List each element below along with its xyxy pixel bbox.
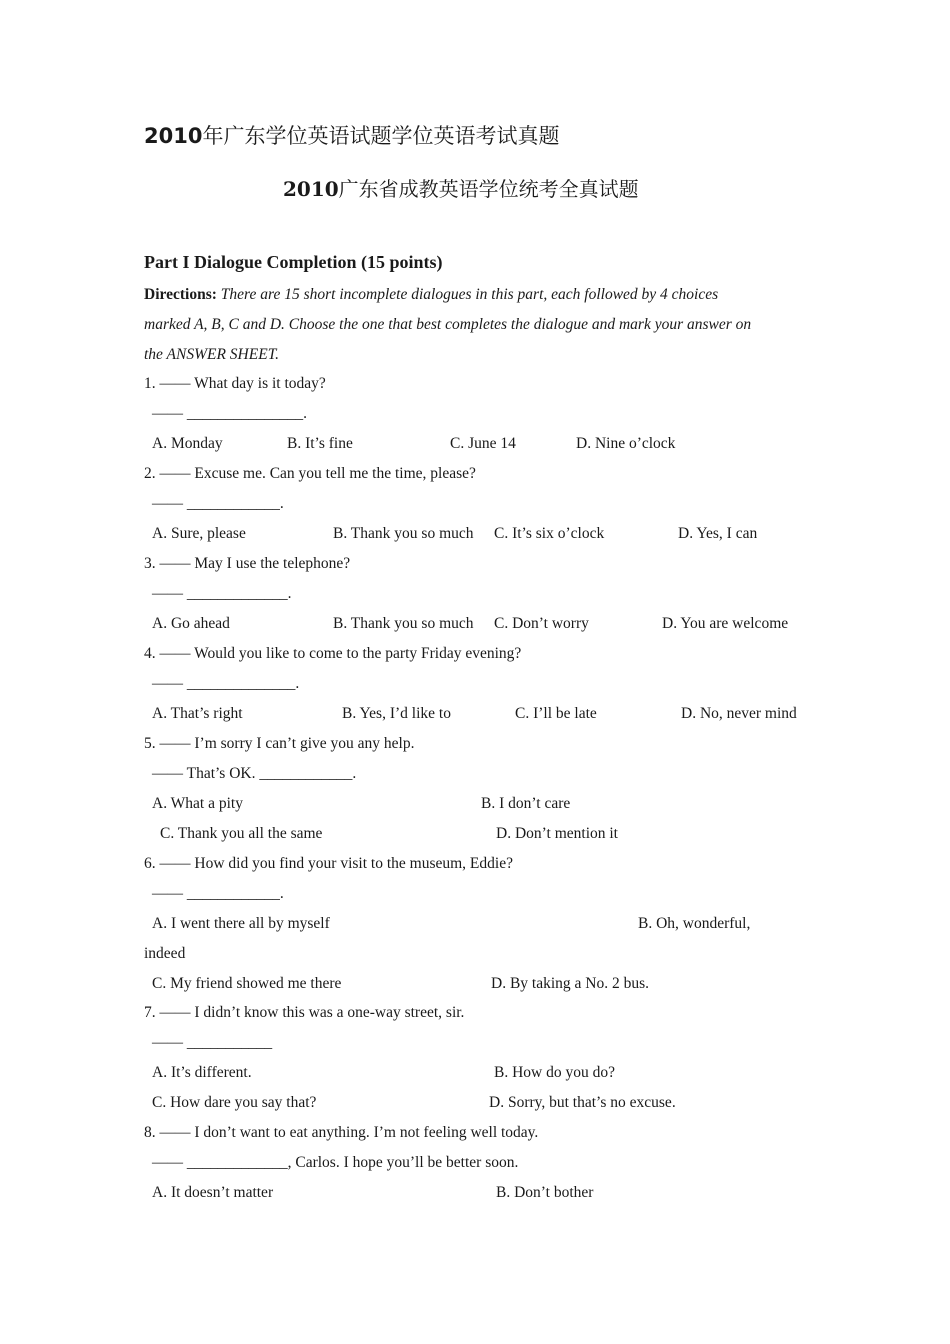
response-4: —— ______________.: [152, 675, 300, 692]
response-3: —— _____________.: [152, 585, 292, 602]
q3-option-d: D. You are welcome: [662, 615, 789, 632]
question-3: 3. —— May I use the telephone?: [144, 555, 351, 572]
q4-option-a: A. That’s right: [152, 705, 243, 722]
directions-line-2: marked A, B, C and D. Choose the one that best completes the dialogue and mark your answer on: [144, 316, 752, 333]
q8-option-b: B. Don’t bother: [496, 1184, 594, 1201]
q5-option-b: B. I don’t care: [481, 795, 571, 812]
q4-option-b: B. Yes, I’d like to: [342, 705, 451, 722]
question-2: 2. —— Excuse me. Can you tell me the time, please?: [144, 465, 476, 482]
q2-option-b: B. Thank you so much: [333, 525, 474, 542]
directions-line-3: the ANSWER SHEET.: [144, 346, 280, 363]
response-1: —— _______________.: [152, 405, 307, 422]
question-7: 7. —— I didn’t know this was a one-way street, sir.: [144, 1004, 465, 1021]
title-text: 年广东学位英语试题学位英语考试真题: [202, 124, 560, 148]
q4-option-d: D. No, never mind: [681, 705, 797, 722]
q2-option-d: D. Yes, I can: [678, 525, 758, 542]
part-heading: Part I Dialogue Completion (15 points): [144, 252, 443, 272]
q3-option-a: A. Go ahead: [152, 615, 230, 632]
q1-option-a: A. Monday: [152, 435, 223, 452]
q6-option-a: A. I went there all by myself: [152, 915, 330, 932]
title-year: 2010: [144, 124, 203, 148]
q1-option-c: C. June 14: [450, 435, 516, 452]
response-5: —— That’s OK. ____________.: [152, 765, 357, 782]
q1-option-b: B. It’s fine: [287, 435, 353, 452]
q7-option-c: C. How dare you say that?: [152, 1094, 317, 1111]
question-5: 5. —— I’m sorry I can’t give you any help.: [144, 735, 415, 752]
subtitle-text: 广东省成教英语学位统考全真试题: [338, 177, 639, 201]
response-6: —— ____________.: [152, 885, 284, 902]
q6-option-b-continued: indeed: [144, 945, 186, 962]
directions-label: Directions:: [144, 286, 217, 303]
q6-option-d: D. By taking a No. 2 bus.: [491, 975, 650, 992]
q2-option-a: A. Sure, please: [152, 525, 246, 542]
question-6: 6. —— How did you find your visit to the museum, Eddie?: [144, 855, 513, 872]
question-4: 4. —— Would you like to come to the party Friday evening?: [144, 645, 522, 662]
q3-option-c: C. Don’t worry: [494, 615, 589, 632]
q5-option-a: A. What a pity: [152, 795, 243, 812]
document-title: [144, 120, 559, 150]
q6-option-b: B. Oh, wonderful,: [638, 915, 751, 932]
subtitle-year: 2010: [283, 177, 339, 201]
q5-option-d: D. Don’t mention it: [496, 825, 618, 842]
q7-option-d: D. Sorry, but that’s no excuse.: [489, 1094, 676, 1111]
q7-option-a: A. It’s different.: [152, 1064, 252, 1081]
question-1: 1. —— What day is it today?: [144, 375, 326, 392]
q4-option-c: C. I’ll be late: [515, 705, 597, 722]
q5-option-c: C. Thank you all the same: [160, 825, 323, 842]
q1-option-d: D. Nine o’clock: [576, 435, 676, 452]
document-subtitle: [283, 173, 639, 202]
q3-option-b: B. Thank you so much: [333, 615, 474, 632]
q7-option-b: B. How do you do?: [494, 1064, 615, 1081]
q6-option-c: C. My friend showed me there: [152, 975, 342, 992]
response-2: —— ____________.: [152, 495, 284, 512]
directions-line-1: [144, 286, 718, 304]
q8-option-a: A. It doesn’t matter: [152, 1184, 274, 1201]
response-8: —— _____________, Carlos. I hope you’ll be better soon.: [152, 1154, 519, 1171]
q2-option-c: C. It’s six o’clock: [494, 525, 605, 542]
question-8: 8. —— I don’t want to eat anything. I’m not feeling well today.: [144, 1124, 539, 1141]
directions-text-1: There are 15 short incomplete dialogues in this part, each followed by 4 choices: [220, 286, 719, 303]
response-7: —— ___________: [152, 1034, 273, 1051]
